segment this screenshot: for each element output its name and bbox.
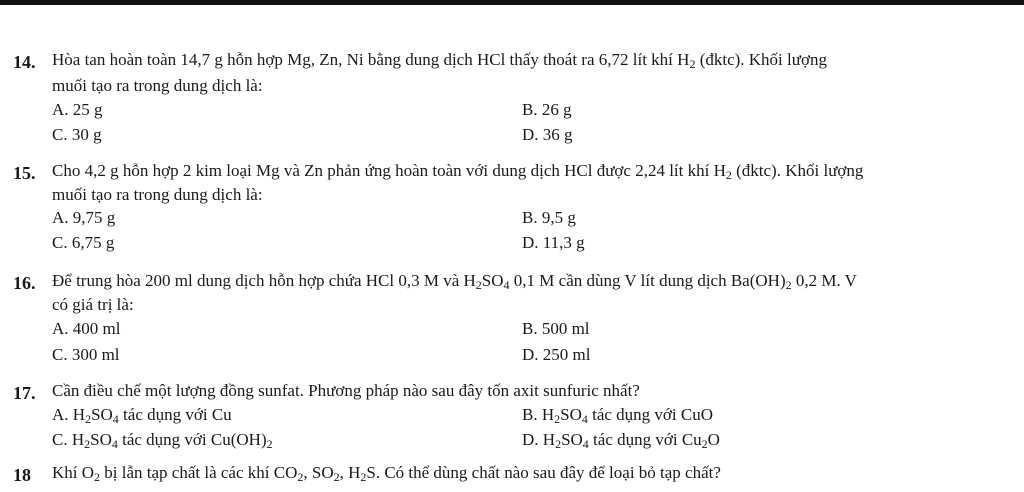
option-a: A. 25 g: [52, 100, 103, 119]
question-text-line1: Cho 4,2 g hỗn hợp 2 kim loại Mg và Zn phản ứng hoàn toàn với dung dịch HCl được 2,24 lít khí $H_2$ (đktc). Khối lượng: [52, 161, 864, 182]
option-d: D. 36 g: [522, 125, 573, 144]
question-text-line1: Khí $O_2$ bị lẫn tạp chất là các khí $CO_2$, $SO_2$, $H_2S$. Có thể dùng chất nào sau đây để loại bỏ tạp chất?: [52, 463, 721, 484]
question-text-line1: Để trung hòa 200 ml dung dịch hỗn hợp chứa HCl 0,3 M và $H_2SO_4$ 0,1 M cần dùng V lít dung dịch $Ba(OH)_2$ 0,2 M. V: [52, 271, 857, 292]
question-number: 14.: [13, 52, 36, 72]
question-text-line1: Hòa tan hoàn toàn 14,7 g hỗn hợp Mg, Zn, Ni bằng dung dịch HCl thấy thoát ra 6,72 lít khí $H_2$ (đktc). Khối lượng: [52, 50, 827, 71]
option-a: A. 400 ml: [52, 319, 121, 338]
option-d: D. 250 ml: [522, 345, 591, 364]
option-c: C. $H_2SO_4$ tác dụng với $Cu(OH)_2$: [52, 430, 273, 451]
option-a: A. 9,75 g: [52, 208, 116, 227]
question-text-line2: muối tạo ra trong dung dịch là:: [52, 185, 263, 204]
option-b: B. 9,5 g: [522, 208, 576, 227]
question-number: 17.: [13, 383, 36, 403]
option-c: C. 6,75 g: [52, 233, 115, 252]
option-c: C. 30 g: [52, 125, 102, 144]
option-d: D. 11,3 g: [522, 233, 585, 252]
option-d: D. $H_2SO_4$ tác dụng với $Cu_2O$: [522, 430, 720, 451]
option-c: C. 300 ml: [52, 345, 120, 364]
question-text-line2: muối tạo ra trong dung dịch là:: [52, 76, 263, 95]
question-number: 16.: [13, 273, 36, 293]
question-18-partial: [0, 462, 1024, 492]
question-number: 15.: [13, 163, 36, 183]
option-b: B. 26 g: [522, 100, 572, 119]
question-number: 18: [13, 465, 31, 485]
option-a: A. $H_2SO_4$ tác dụng với Cu: [52, 405, 232, 426]
option-b: B. $H_2SO_4$ tác dụng với CuO: [522, 405, 714, 426]
option-b: B. 500 ml: [522, 319, 590, 338]
question-text-line1: Cần điều chế một lượng đồng sunfat. Phương pháp nào sau đây tốn axit sunfuric nhất?: [52, 381, 640, 400]
question-text-line2: có giá trị là:: [52, 295, 134, 314]
